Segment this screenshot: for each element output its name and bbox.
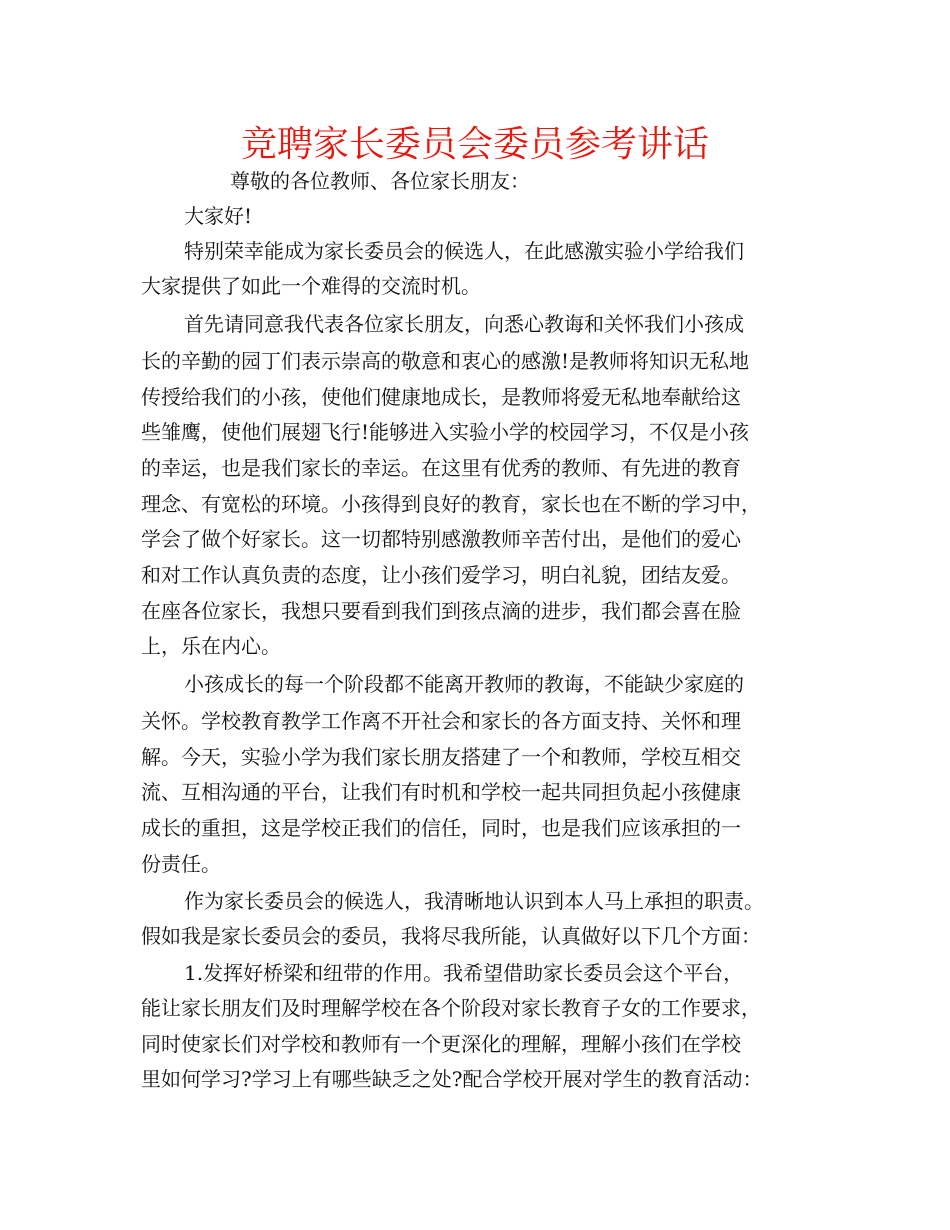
text-line (0, 666, 950, 702)
paragraph-line: 的幸运，也是我们家长的幸运。在这里有优秀的教师、有先进的教育 (141, 456, 741, 480)
paragraph-line: 传授给我们的小孩，使他们健康地成长，是教师将爱无私地奉献给这 (141, 385, 741, 409)
paragraph-line: 和对工作认真负责的态度，让小孩们爱学习，明白礼貌，团结友爱。 (141, 563, 741, 587)
paragraph-line: 能让家长朋友们及时理解学校在各个阶段对家长教育子女的工作要求， (141, 996, 761, 1020)
paragraph-line: 成长的重担，这是学校正我们的信任，同时，也是我们应该承担的一 (141, 816, 741, 840)
paragraph-line: 上，乐在内心。 (141, 634, 281, 658)
paragraph-line: 作为家长委员会的候选人，我清晰地认识到本人马上承担的职责。 (184, 889, 764, 913)
paragraph-line: 长的辛勤的园丁们表示崇高的敬意和衷心的感激!是教师将知识无私地 (141, 349, 750, 373)
paragraph-line: 在座各位家长，我想只要看到我们到孩点滴的进步，我们都会喜在脸 (141, 599, 741, 623)
text-line (0, 1061, 950, 1097)
text-line (0, 557, 950, 593)
text-line (0, 810, 950, 846)
text-line (0, 163, 950, 199)
paragraph-line: 份责任。 (141, 852, 221, 876)
greeting-line: 大家好! (184, 204, 253, 228)
document-title: 竞聘家长委员会委员参考讲话 (240, 124, 709, 165)
text-line (0, 343, 950, 379)
text-line (0, 774, 950, 810)
text-line (0, 703, 950, 739)
paragraph-line: 1.发挥好桥梁和纽带的作用。我希望借助家长委员会这个平台， (184, 961, 744, 985)
text-line (0, 593, 950, 629)
text-line (0, 450, 950, 486)
text-line (0, 990, 950, 1026)
text-line (0, 521, 950, 557)
text-line (0, 1026, 950, 1062)
text-line (0, 955, 950, 991)
text-line (0, 918, 950, 954)
paragraph-line: 特别荣幸能成为家长委员会的候选人，在此感激实验小学给我们 (184, 239, 744, 263)
paragraph-line: 理念、有宽松的环境。小孩得到良好的教育，家长也在不断的学习中， (141, 492, 761, 516)
text-line (0, 233, 950, 269)
paragraph-line: 首先请同意我代表各位家长朋友，向悉心教诲和关怀我们小孩成 (184, 312, 744, 336)
paragraph-line: 学会了做个好家长。这一切都特别感激教师辛苦付出，是他们的爱心 (141, 527, 741, 551)
paragraph-line: 里如何学习?学习上有哪些缺乏之处?配合学校开展对学生的教育活动： (141, 1067, 763, 1091)
text-line (0, 379, 950, 415)
paragraph-line: 流、互相沟通的平台，让我们有时机和学校一起共同担负起小孩健康 (141, 780, 741, 804)
paragraph-line: 些雏鹰，使他们展翅飞行!能够进入实验小学的校园学习，不仅是小孩 (141, 420, 750, 444)
text-line (0, 198, 950, 234)
paragraph-line: 假如我是家长委员会的委员，我将尽我所能，认真做好以下几个方面： (141, 924, 761, 948)
paragraph-line: 同时使家长们对学校和教师有一个更深化的理解，理解小孩们在学校 (141, 1032, 741, 1056)
text-line (0, 628, 950, 664)
paragraph-line: 解。今天，实验小学为我们家长朋友搭建了一个和教师，学校互相交 (141, 745, 741, 769)
text-line (0, 486, 950, 522)
text-line (0, 739, 950, 775)
paragraph-line: 关怀。学校教育教学工作离不开社会和家长的各方面支持、关怀和理 (141, 709, 741, 733)
paragraph-line: 大家提供了如此一个难得的交流时机。 (141, 274, 481, 298)
salutation-line: 尊敬的各位教师、各位家长朋友： (230, 169, 530, 193)
paragraph-line: 小孩成长的每一个阶段都不能离开教师的教诲，不能缺少家庭的 (184, 672, 744, 696)
text-line (0, 883, 950, 919)
text-line (0, 268, 950, 304)
text-line (0, 414, 950, 450)
text-line (0, 306, 950, 342)
text-line (0, 846, 950, 882)
